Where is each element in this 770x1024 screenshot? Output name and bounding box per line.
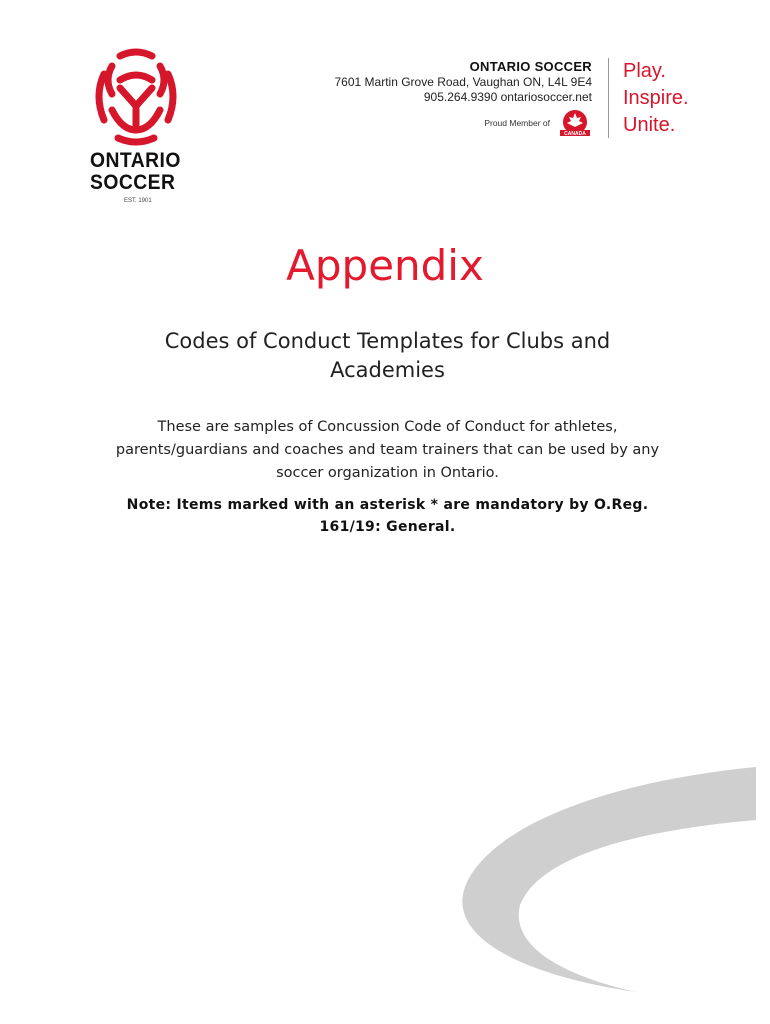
subtitle-line: Codes of Conduct Templates for Clubs and (164, 329, 611, 353)
slogan-line: Play. (623, 60, 666, 82)
logo-wordmark-line2: SOCCER (90, 171, 176, 194)
phone-website[interactable]: 905.264.9390 ontariosoccer.net (423, 90, 592, 104)
logo-wordmark-line1: ONTARIO (90, 149, 181, 172)
subtitle-line: Academies (330, 358, 445, 382)
intro-line: parents/guardians and coaches and team trainers that can be used by any (115, 442, 660, 458)
org-name: ONTARIO SOCCER (469, 59, 592, 74)
page-title: Appendix (286, 241, 484, 290)
member-text: Proud Member of (484, 118, 550, 128)
intro-line: These are samples of Concussion Code of Conduct for athletes, (157, 419, 618, 435)
address: 7601 Martin Grove Road, Vaughan ON, L4L 9E4 (334, 75, 592, 89)
logo-established: EST. 1901 (124, 198, 152, 204)
svg-text:CANADA: CANADA (564, 131, 586, 137)
intro-line: soccer organization in Ontario. (276, 465, 499, 481)
note-line: 161/19: General. (319, 519, 456, 535)
note-line: Note: Items marked with an asterisk * are mandatory by O.Reg. (126, 497, 649, 513)
slogan-line: Unite. (623, 114, 676, 136)
slogan-line: Inspire. (623, 87, 689, 109)
